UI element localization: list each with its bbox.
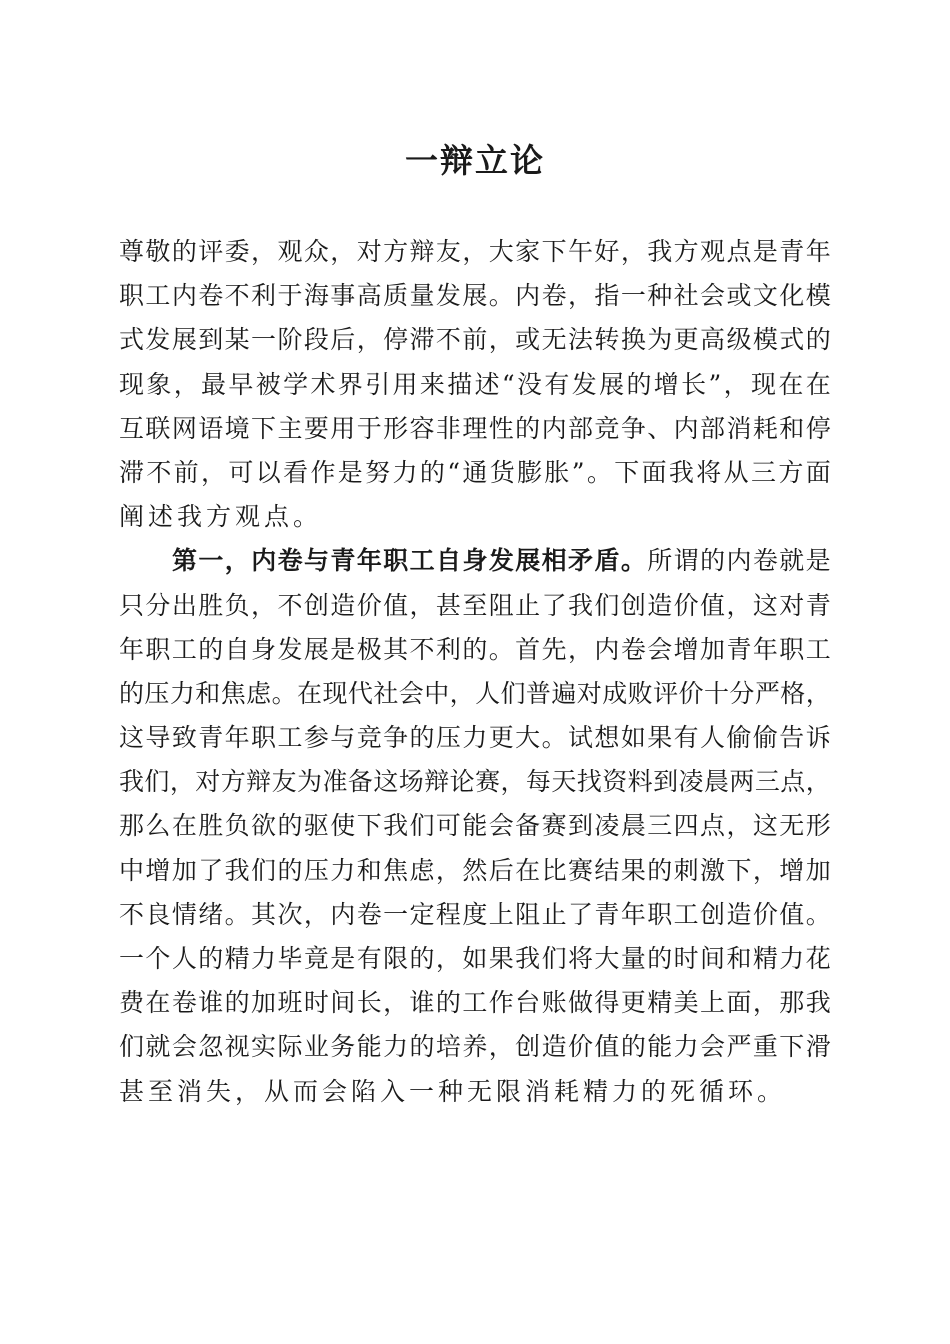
text-line: 互联网语境下主要用于形容非理性的内部竞争、内部消耗和停 bbox=[119, 413, 831, 443]
text-line: 费在卷谁的加班时间长，谁的工作台账做得更精美上面，那我 bbox=[119, 988, 831, 1018]
text-line: 式发展到某一阶段后，停滞不前，或无法转换为更高级模式的 bbox=[119, 325, 831, 355]
paragraph-lead: 第一，内卷与青年职工自身发展相矛盾。 bbox=[172, 546, 648, 576]
text-line: 那么在胜负欲的驱使下我们可能会备赛到凌晨三四点，这无形 bbox=[119, 811, 831, 841]
text-line: 甚至消失，从而会陷入一种无限消耗精力的死循环。 bbox=[119, 1076, 787, 1106]
document-title: 一辩立论 bbox=[405, 141, 545, 180]
document-body bbox=[119, 230, 831, 1114]
text-line: 中增加了我们的压力和焦虑，然后在比赛结果的刺激下，增加 bbox=[119, 855, 831, 885]
text-line: 的压力和焦虑。在现代社会中，人们普遍对成败评价十分严格， bbox=[119, 678, 831, 708]
text-line: 们就会忽视实际业务能力的培养，创造价值的能力会严重下滑 bbox=[119, 1032, 831, 1062]
text-line: 一个人的精力毕竟是有限的，如果我们将大量的时间和精力花 bbox=[119, 944, 831, 973]
text-line: 只分出胜负，不创造价值，甚至阻止了我们创造价值，这对青 bbox=[119, 590, 831, 620]
text-segment: 所谓的内卷就是 bbox=[647, 546, 831, 576]
paragraph-2 bbox=[119, 539, 831, 1113]
text-line: 滞不前，可以看作是努力的“通货膨胀”。下面我将从三方面 bbox=[119, 457, 831, 487]
text-line: 尊敬的评委，观众，对方辩友，大家下午好，我方观点是青年 bbox=[119, 237, 831, 266]
text-line bbox=[119, 539, 831, 583]
paragraph-1 bbox=[119, 230, 831, 539]
text-line: 职工内卷不利于海事高质量发展。内卷，指一种社会或文化模 bbox=[119, 281, 831, 311]
text-line: 这导致青年职工参与竞争的压力更大。试想如果有人偷偷告诉 bbox=[119, 723, 831, 753]
text-line: 年职工的自身发展是极其不利的。首先，内卷会增加青年职工 bbox=[119, 634, 831, 664]
text-line: 现象，最早被学术界引用来描述“没有发展的增长”，现在在 bbox=[119, 369, 831, 399]
text-line: 不良情绪。其次，内卷一定程度上阻止了青年职工创造价值。 bbox=[119, 899, 831, 929]
text-line: 我们，对方辩友为准备这场辩论赛，每天找资料到凌晨两三点， bbox=[119, 767, 831, 797]
text-line: 阐述我方观点。 bbox=[119, 502, 323, 532]
